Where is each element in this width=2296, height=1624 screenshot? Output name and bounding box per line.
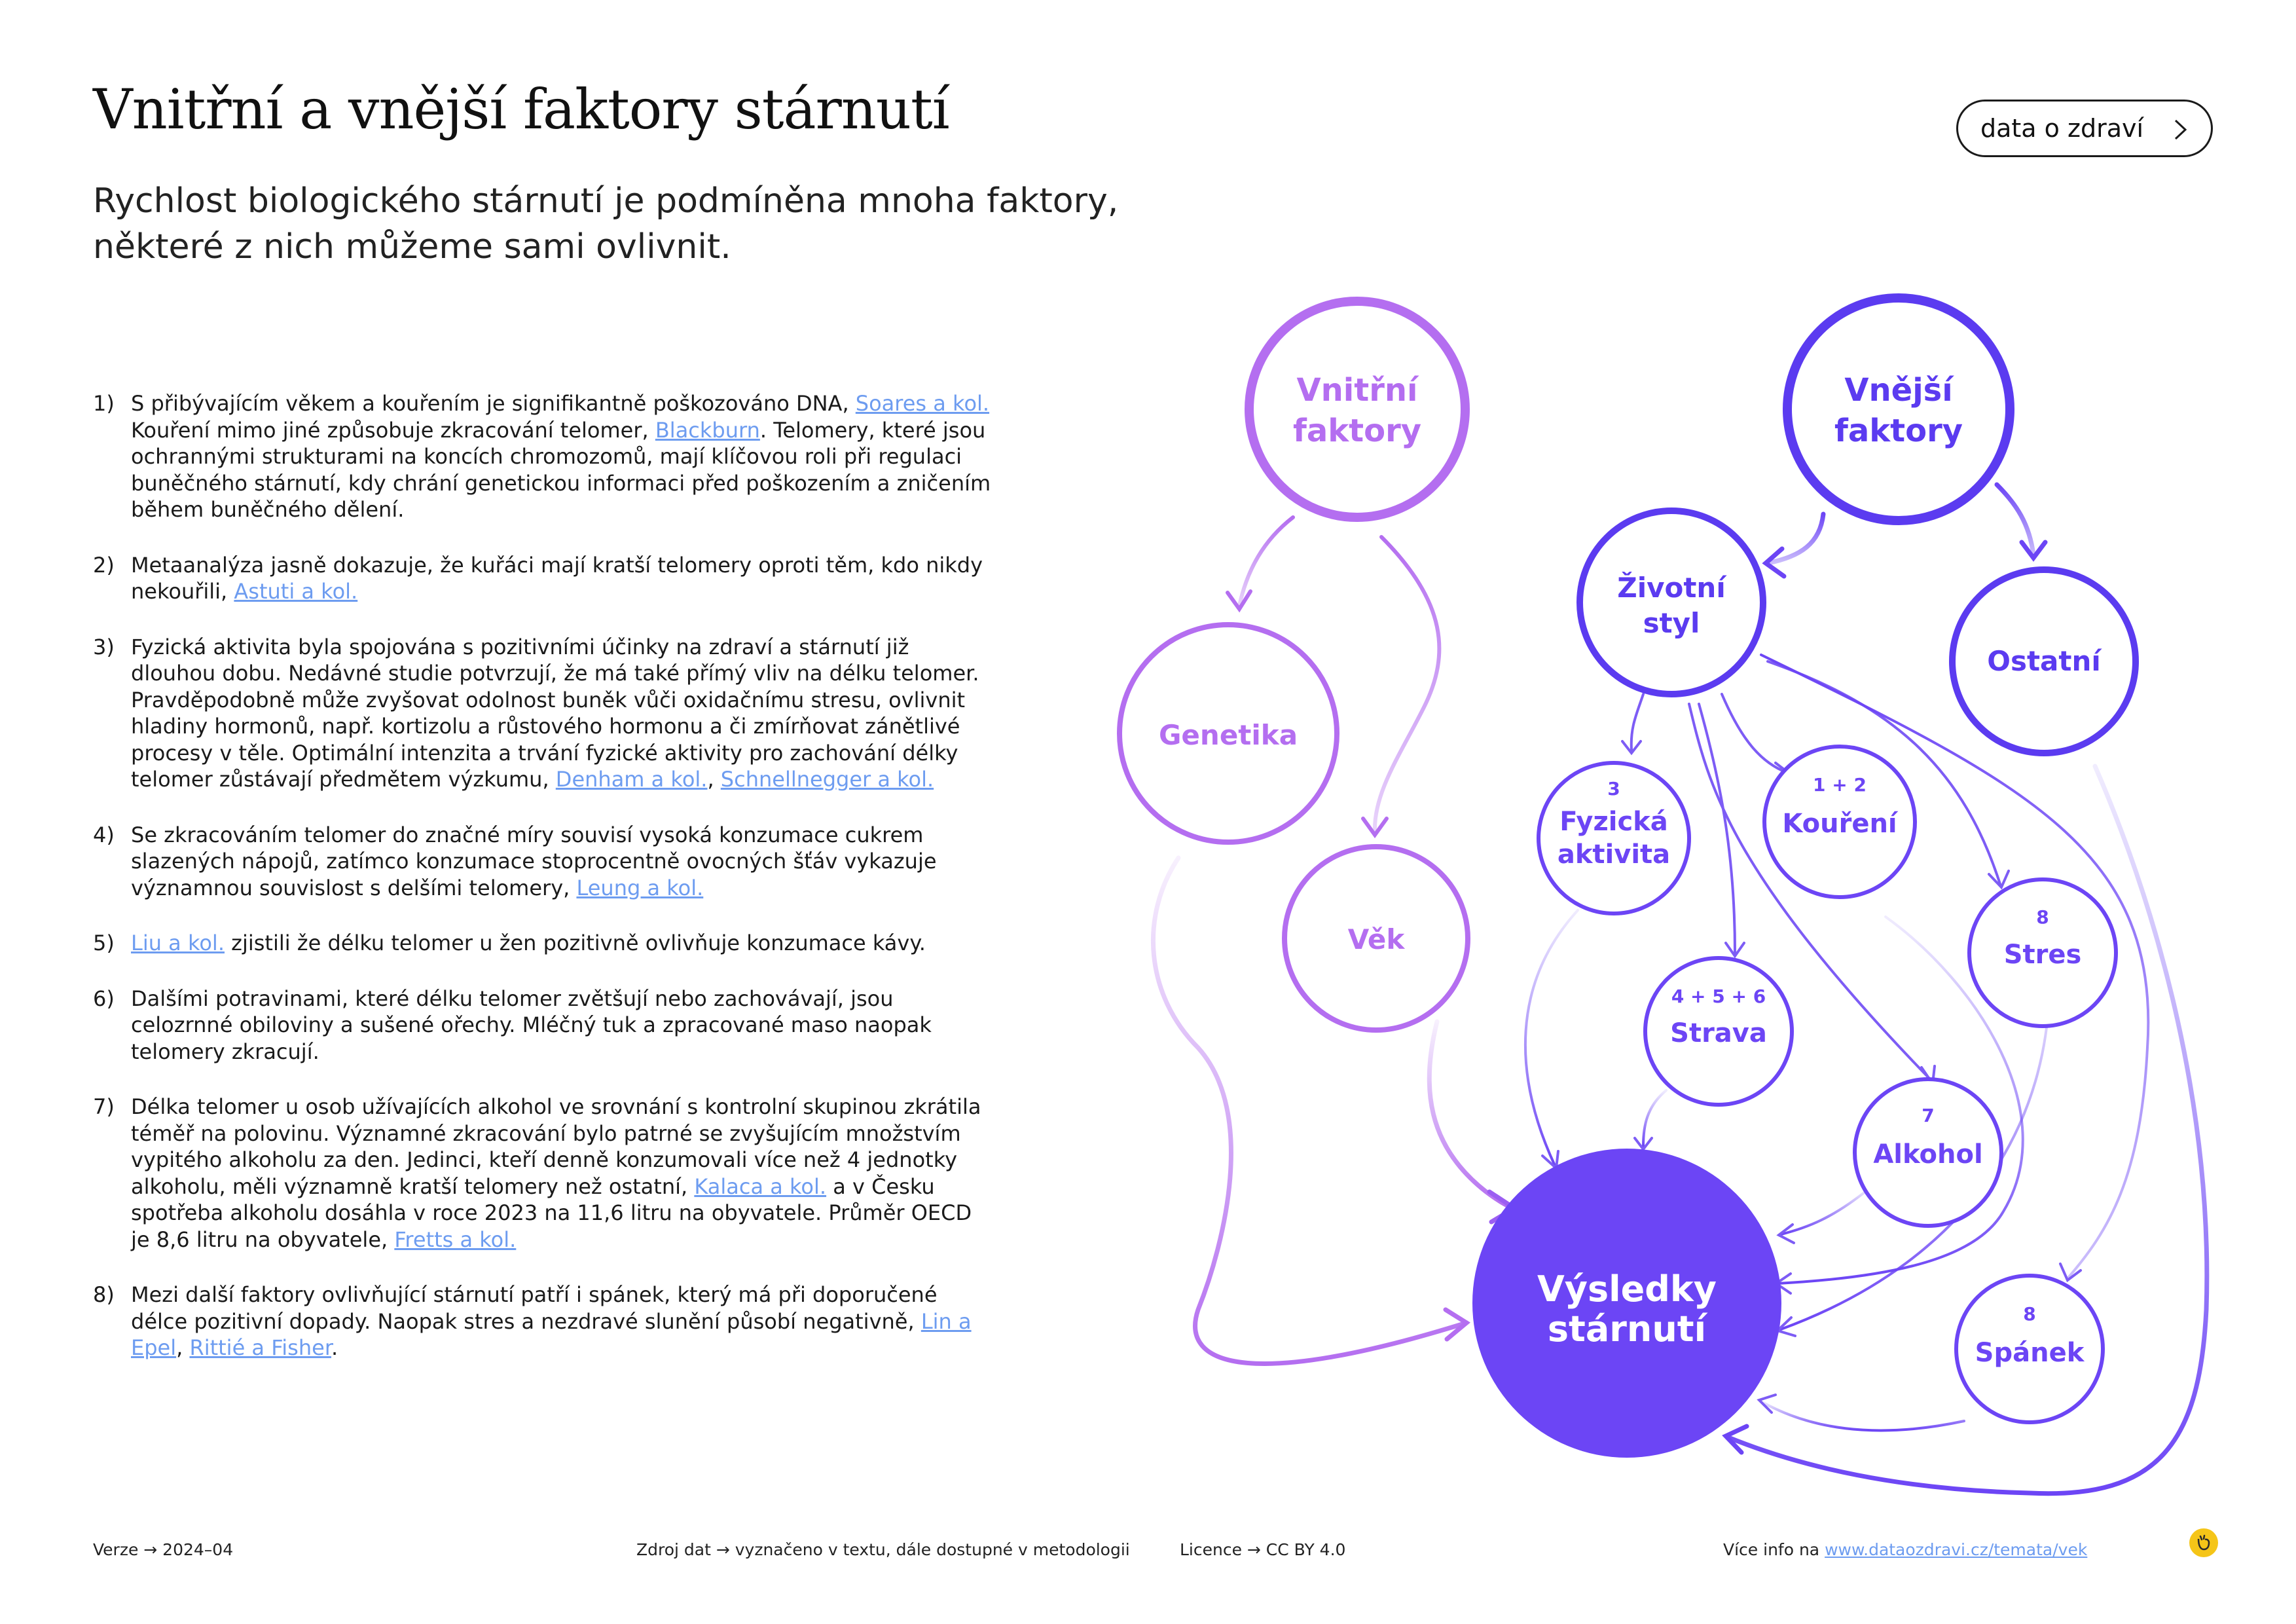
citation-link[interactable]: Lin a Epel (131, 1308, 972, 1360)
citation-link[interactable]: Liu a kol. (131, 931, 225, 955)
node-vnejsi-line1: Vnější (1844, 372, 1953, 409)
node-spanek-label: Spánek (1975, 1338, 2085, 1368)
reference-number: 1) (93, 391, 115, 416)
reference-text-segment: Kouření mimo jiné způsobuje zkracování telomer, (131, 417, 655, 443)
node-stres-ref: 8 (2036, 906, 2049, 928)
node-strava-ref: 4 + 5 + 6 (1671, 986, 1766, 1007)
arrow-spanek-vysledky (1761, 1401, 1964, 1430)
reference-text-segment: . Telomery, které jsou ochrannými strukturami na koncích chromozomů, mají klíčovou roli při regulaci buněčného stárnutí, kdy chrání genetickou informaci před poškozením a zničením během buněčného dělení. (131, 417, 991, 522)
node-stres (1969, 879, 2116, 1026)
footer-version: Verze → 2024–04 (93, 1540, 234, 1559)
arrow-zivotni-strava (1699, 704, 1735, 953)
node-fyzicka-aktivita (1539, 763, 1689, 913)
reference-number: 3) (93, 634, 115, 659)
citation-link[interactable]: Kalaca a kol. (694, 1173, 827, 1199)
node-vysledky-line2: stárnutí (1547, 1308, 1707, 1350)
reference-text-segment: , (176, 1335, 190, 1360)
citation-link[interactable]: Fretts a kol. (394, 1227, 517, 1252)
reference-text-segment: Se zkracováním telomer do značné míry souvisí vysoká konzumace cukrem slazených nápojů, zatímco konzumace stoprocentně ovocných šťáv vykazuje významnou souvislost s delšími telomery, (131, 822, 937, 900)
arrow-fyzicka-vysledky (1525, 910, 1578, 1166)
node-genetika-label: Genetika (1158, 719, 1298, 751)
subtitle-line-1: Rychlost biologického stárnutí je podmíněna mnoha faktory, (93, 181, 1119, 221)
reference-text-segment: , (707, 767, 721, 792)
node-stres-label: Stres (2003, 940, 2082, 970)
node-alkohol-ref: 7 (1922, 1105, 1935, 1126)
footer-more-link[interactable]: www.dataozdravi.cz/temata/vek (1825, 1540, 2088, 1559)
citation-link[interactable]: Blackburn (655, 417, 760, 443)
arrow-alkohol-vysledky (1781, 1189, 1869, 1234)
reference-text-segment: . (331, 1335, 338, 1360)
reference-number: 6) (93, 986, 115, 1011)
footer-more-info (1723, 1540, 2087, 1559)
reference-number: 2) (93, 552, 115, 578)
citation-link[interactable]: Leung a kol. (576, 875, 704, 900)
node-ostatni-label: Ostatní (1987, 645, 2101, 677)
node-ostatni (1952, 570, 2136, 753)
dataozdravi-logo-icon (2189, 1528, 2218, 1557)
node-fyzicka-line1: Fyzická (1559, 807, 1668, 837)
reference-text-segment: Délka telomer u osob užívajících alkohol ve srovnání s kontrolní skupinou zkrátila téměř na polovinu. Významné zkracování bylo patrné se zvyšujícím množstvím vypitého alkoholu za den. Jedinci, kteří denně konzumovali více než 4 jednotky alkoholu, měli významně kratší telomery než ostatní, (131, 1094, 981, 1199)
node-vnitrni-line1: Vnitřní (1296, 372, 1418, 409)
reference-text-segment: Mezi další faktory ovlivňující stárnutí patří i spánek, který má při doporučené délce pozitivní dopady. Naopak stres a nezdravé slunění působí negativně, (131, 1282, 938, 1334)
node-zivotni-line1: Životní (1617, 572, 1726, 604)
badge-label: data o zdraví (1980, 114, 2144, 143)
citation-link[interactable]: Denham a kol. (555, 767, 708, 792)
node-vnejsi-line2: faktory (1834, 413, 1963, 449)
node-alkohol-label: Alkohol (1873, 1139, 1983, 1170)
subtitle-line-2: některé z nich můžeme sami ovlivnit. (93, 227, 731, 267)
logo-glyph-icon (2195, 1534, 2213, 1552)
citation-link[interactable]: Schnellnegger a kol. (720, 767, 934, 792)
node-strava (1645, 958, 1792, 1105)
node-zivotni-line2: styl (1643, 607, 1700, 639)
reference-text-segment: Fyzická aktivita byla spojována s pozitivními účinky na zdraví a stárnutí již dlouhou dobu. Nedávné studie potvrzují, že má také přímý vliv na délku telomer. Pravděpodobně může zvyšovat odolnost buněk vůči oxidačnímu stresu, ovlivnit hladiny hormonů, např. kortizolu a růstového hormonu a či zmírňovat zánětlivé procesy v těle. Optimální intenzita a trvání fyzické aktivity pro zachování délky telomer zůstávají předmětem výzkumu, (131, 634, 979, 792)
node-fyzicka-line2: aktivita (1557, 840, 1671, 870)
arrow-strava-vysledky (1643, 1090, 1666, 1146)
arrow-vnitrni-vek (1375, 537, 1439, 832)
arrow-vnitrni-genetika (1239, 517, 1293, 606)
reference-text-segment: S přibývajícím věkem a kouřením je signifikantně poškozováno DNA, (131, 391, 856, 416)
reference-text-segment: zjistili že délku telomer u žen pozitivně ovlivňuje konzumace kávy. (224, 931, 926, 955)
node-vek (1285, 847, 1468, 1030)
citation-link[interactable]: Astuti a kol. (234, 579, 358, 604)
arrow-zivotni-koureni (1722, 694, 1787, 773)
node-vnitrni-faktory (1249, 301, 1465, 517)
node-koureni (1764, 747, 1915, 897)
node-strava-label: Strava (1670, 1018, 1767, 1048)
node-koureni-ref: 1 + 2 (1813, 774, 1867, 796)
reference-number: 4) (93, 822, 115, 847)
reference-number: 8) (93, 1282, 115, 1307)
node-vysledky-starnuti (1472, 1149, 1781, 1458)
node-vysledky-line1: Výsledky (1537, 1268, 1717, 1310)
node-fyzicka-ref: 3 (1607, 778, 1620, 800)
reference-text-segment: Dalšími potravinami, které délku telomer zvětšují nebo zachovávají, jsou celozrnné obiloviny a sušené ořechy. Mléčný tuk a zpracované maso naopak telomery zkracují. (131, 986, 932, 1064)
node-vek-label: Věk (1347, 923, 1405, 955)
reference-text-segment: Metaanalýza jasně dokazuje, že kuřáci mají kratší telomery oproti těm, kdo nikdy nekouřili, (131, 552, 983, 604)
arrow-vnejsi-ostatni (1997, 485, 2033, 555)
node-koureni-label: Kouření (1782, 809, 1897, 839)
footer-source: Zdroj dat → vyznačeno v textu, dále dostupné v metodologii (636, 1540, 1130, 1559)
footer-more-prefix: Více info na (1723, 1540, 1825, 1559)
node-zivotni-styl (1580, 511, 1763, 694)
reference-number: 5) (93, 931, 115, 955)
arrow-vek-vysledky (1429, 1022, 1512, 1208)
citation-link[interactable]: Soares a kol. (855, 391, 990, 416)
node-spanek-ref: 8 (2023, 1303, 2036, 1325)
node-vnitrni-line2: faktory (1292, 413, 1422, 449)
reference-text-segment: a v Česku spotřeba alkoholu dosáhla v roce 2023 na 11,6 litru na obyvatele. Průměr OECD je 8,6 litru na obyvatele, (131, 1173, 972, 1252)
node-alkohol (1855, 1079, 2001, 1226)
reference-number: 7) (93, 1094, 115, 1119)
page-title: Vnitřní a vnější faktory stárnutí (93, 77, 949, 141)
node-spanek (1956, 1276, 2103, 1422)
node-vnejsi-faktory (1787, 298, 2010, 521)
footer-license: Licence → CC BY 4.0 (1180, 1540, 1346, 1559)
node-genetika (1120, 625, 1337, 842)
citation-link[interactable]: Rittié a Fisher (189, 1335, 332, 1360)
